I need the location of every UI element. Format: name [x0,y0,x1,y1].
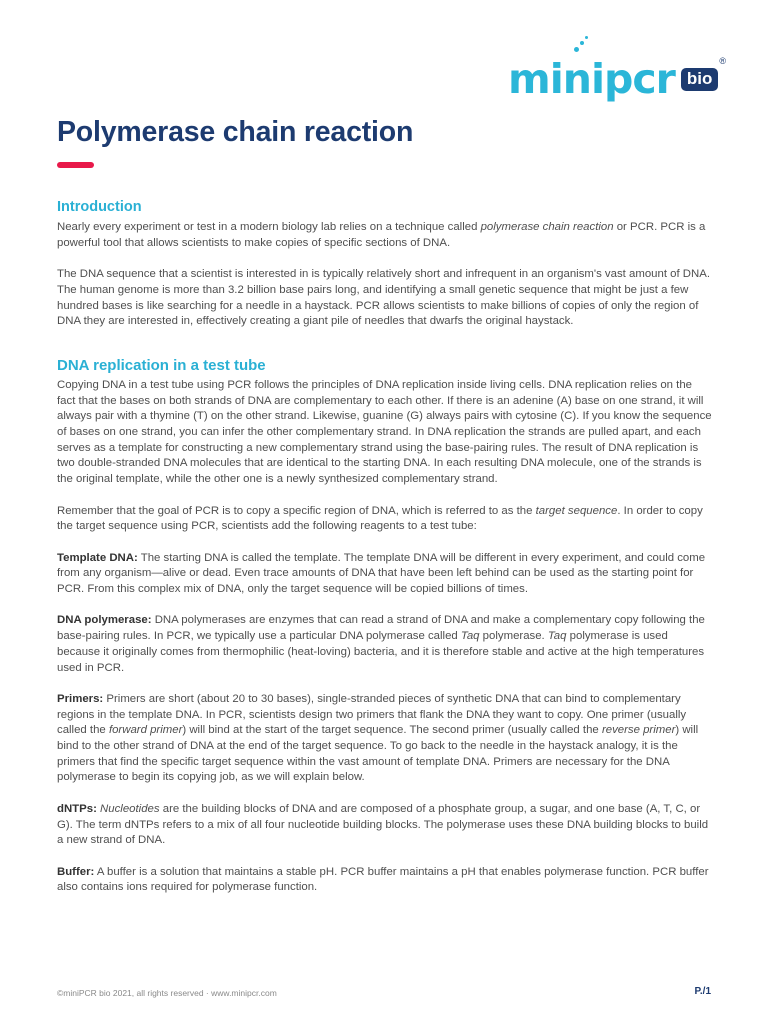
footer-copyright: ©miniPCR bio 2021, all rights reserved · www.minipcr.com [57,988,277,998]
reagent-primers [57,692,713,786]
logo-registered-mark: ® [719,56,727,66]
replication-paragraph-1: Copying DNA in a test tube using PCR follows the principles of DNA replication inside living cells. DNA replication relies on the fact that the bases on both strands of DNA are complementary to each other. If there is an adenine (A) base on one strand, it will always pair with a thymine (T) on the other strand. Likewise, guanine (G) always pairs with cytosine (C). If you know the sequence of bases on one strand, you can infer the other complementary strand. In DNA replication the strands are pulled apart, and each serves as a template for constructing a new complementary strand using the base-pairing rules. The result of DNA replication is two double-stranded DNA molecules that are identical to the starting DNA. In each resulting DNA molecule, one of the strands is the original template, while the other one is a newly synthesized complementary strand. [57,378,712,486]
emphasis-text: polymerase chain reaction [480,221,614,233]
text-run: ) will bind at the start of the target sequence. The second primer (usually called the [182,724,602,737]
text-run: or PCR. PCR is a powerful tool that allows scientists to make copies of specific sections of DNA. [57,221,706,249]
text-run: Remember that the goal of PCR is to copy a specific region of DNA, which is referred to as the [57,504,536,517]
text-run: DNA polymerases are enzymes that can read a strand of DNA and make a complementary copy following the base-pairing rules. In PCR, we typically use a particular DNA polymerase called [57,614,705,643]
intro-paragraph-2: The DNA sequence that a scientist is interested in is typically relatively short and infrequent in an organism's vast amount of DNA. The human genome is more than 3.2 billion base pairs long, and identifying a small genetic sequence that might be just a few hundred bases is like searching for a needle in a haystack. PCR allows scientists to make billions of copies of only the region of DNA they are interested in, effectively creating a giant pile of needles that dwarfs the original haystack. [57,268,711,328]
logo-bio-badge: bio [681,68,719,91]
minipcr-bio-logo [508,44,727,103]
text-run: A buffer is a solution that maintains a stable pH. PCR buffer maintains a pH that enables polymerase function. PCR buffer also contains ions required for polymerase function. [57,865,709,894]
emphasis-text: reverse primer [601,724,676,737]
text-run: Nearly every experiment or test in a modern biology lab relies on a technique called [57,221,481,233]
reagent-dna-polymerase [57,613,713,676]
text-run: The starting DNA is called the template. The template DNA will be different in every experiment, and could come from any organism—alive or dead. Even trace amounts of DNA that have been left behind can be used as the starting point for PCR. From this complex mix of DNA, only the target sequence will be copied billions of times. [57,551,706,596]
page-title: Polymerase chain reaction [57,116,414,148]
logo-wordmark [508,55,675,103]
text-run: are the building blocks of DNA and are composed of a phosphate group, a sugar, and one base (A, T, C, or G). The term dNTPs refers to a mix of all four nucleotide building blocks. The polymerase uses these DNA building blocks to build a new strand of DNA. [57,802,709,847]
emphasis-text: Taq [460,630,480,643]
page-number: P./1 [694,986,711,997]
reagent-label: Template DNA: [57,551,138,564]
section-heading-replication: DNA replication in a test tube [57,356,266,374]
reagent-template-dna [57,551,713,598]
text-run: ) will bind to the other strand of DNA at the end of the target sequence. To go back to the needle in the haystack analogy, it is the primers that find the specific target sequence within the vast amount of template DNA. Primers are necessary for the DNA polymerase to begin its copying job, as we will explain below. [57,724,699,784]
text-run: Primers are short (about 20 to 30 bases), single-stranded pieces of synthetic DNA that can bind to complementary regions in the template DNA. In PCR, scientists design two primers that flank the DNA they want to copy. One primer (usually called the [57,692,687,737]
logo-main-text: minipcr [508,55,675,103]
reagent-label: Primers: [57,692,104,705]
reagent-label: dNTPs: [57,802,97,815]
text-run: . In order to copy the target sequence using PCR, scientists add the following reagents to a test tube: [57,504,703,533]
text-run: polymerase. [479,630,548,643]
document-body [57,199,713,896]
emphasis-text: Taq [547,630,567,643]
emphasis-text: forward primer [108,724,183,737]
title-accent-bar [57,162,94,168]
reagent-label: Buffer: [57,865,95,878]
reagent-label: DNA polymerase: [57,614,152,627]
text-run: polymerase is used because it originally comes from thermophilic (heat-loving) bacteria, and it is therefore stable and active at the high temperatures used in PCR. [57,630,705,674]
intro-paragraph-1 [57,220,713,251]
reagent-buffer [57,865,713,896]
reagent-dntps [57,802,713,849]
emphasis-text: Nucleotides [100,802,160,815]
replication-paragraph-2 [57,504,713,535]
emphasis-text: target sequence [535,504,618,517]
section-heading-introduction: Introduction [57,199,142,215]
